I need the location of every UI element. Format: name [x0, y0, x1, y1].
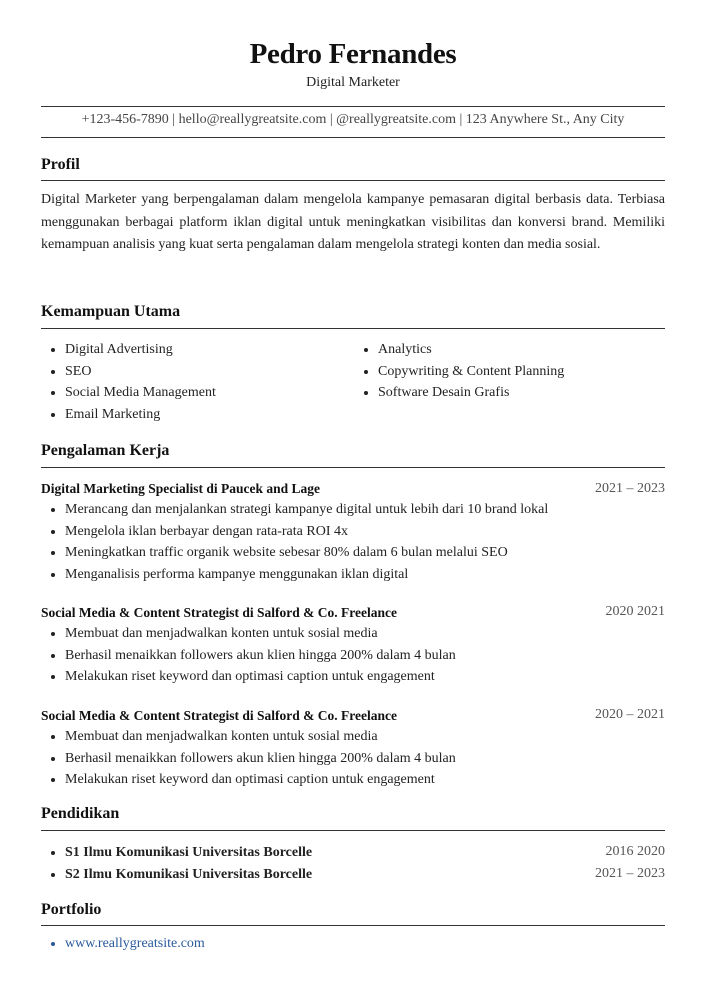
list-item: Copywriting & Content Planning: [354, 361, 564, 383]
skills-list-left: [41, 339, 216, 425]
list-item: SEO: [41, 361, 216, 383]
bullet-icon: [51, 348, 55, 352]
profile-text: Digital Marketer yang berpengalaman dalam mengelola kampanye pemasaran digital berbasis data. Terbiasa menggunakan berbagai platform iklan digital untuk meningkatkan visibilitas dan konversi brand. Memiliki kemampuan analisis yang kuat serta pengalaman dalam mengelola strategi konten dan media sosial.: [41, 192, 665, 252]
list-item: S1 Ilmu Komunikasi Universitas Borcelle: [41, 842, 312, 864]
list-item: Social Media Management: [41, 382, 216, 404]
bullet-icon: [51, 778, 55, 782]
list-item: [41, 933, 205, 955]
job-title: Social Media & Content Strategist di Salford & Co. Freelance: [41, 605, 397, 620]
divider: [41, 328, 665, 329]
divider: [41, 106, 665, 107]
list-item: Software Desain Grafis: [354, 382, 564, 404]
job-title: Digital Marketing Specialist di Paucek and Lage: [41, 481, 321, 496]
list-item: Membuat dan menjadwalkan konten untuk sosial media: [41, 623, 456, 645]
bullet-icon: [51, 757, 55, 761]
section-title-education: Pendidikan: [41, 805, 120, 822]
bullet-icon: [364, 391, 368, 395]
list-item: Menganalisis performa kampanye menggunakan iklan digital: [41, 564, 548, 586]
bullet-icon: [51, 873, 55, 877]
list-item: Analytics: [354, 339, 564, 361]
bullet-icon: [364, 348, 368, 352]
section-title-experience: Pengalaman Kerja: [41, 442, 170, 459]
education-date: 2016 2020: [605, 844, 665, 859]
list-item: Email Marketing: [41, 404, 216, 426]
contact-line: +123-456-7890 | hello@reallygreatsite.com | @reallygreatsite.com | 123 Anywhere St., Any City: [81, 112, 625, 127]
bullet-icon: [51, 391, 55, 395]
bullet-icon: [51, 735, 55, 739]
job-date: 2020 2021: [605, 604, 665, 619]
job-date: 2020 – 2021: [595, 707, 665, 722]
bullet-icon: [51, 942, 55, 946]
divider: [41, 137, 665, 138]
divider: [41, 180, 665, 181]
portfolio-link[interactable]: www.reallygreatsite.com: [65, 936, 205, 951]
list-item: Mengelola iklan berbayar dengan rata-rata ROI 4x: [41, 521, 548, 543]
candidate-name: Pedro Fernandes: [249, 38, 457, 70]
list-item: Melakukan riset keyword dan optimasi caption untuk engagement: [41, 666, 456, 688]
list-item: Melakukan riset keyword dan optimasi caption untuk engagement: [41, 769, 456, 791]
bullet-icon: [51, 530, 55, 534]
education-date: 2021 – 2023: [595, 866, 665, 881]
job-date: 2021 – 2023: [595, 481, 665, 496]
list-item: S2 Ilmu Komunikasi Universitas Borcelle: [41, 864, 312, 886]
divider: [41, 925, 665, 926]
section-title-skills: Kemampuan Utama: [41, 303, 181, 320]
skills-list-right: [354, 339, 564, 404]
candidate-role: Digital Marketer: [306, 75, 400, 90]
job-title: Social Media & Content Strategist di Salford & Co. Freelance: [41, 708, 397, 723]
job-points: [41, 623, 456, 688]
job-points: [41, 726, 456, 791]
bullet-icon: [51, 413, 55, 417]
bullet-icon: [51, 675, 55, 679]
list-item: Membuat dan menjadwalkan konten untuk sosial media: [41, 726, 456, 748]
bullet-icon: [51, 551, 55, 555]
bullet-icon: [51, 573, 55, 577]
list-item: Meningkatkan traffic organik website sebesar 80% dalam 6 bulan melalui SEO: [41, 542, 548, 564]
divider: [41, 830, 665, 831]
divider: [41, 467, 665, 468]
portfolio-list: [41, 933, 205, 955]
bullet-icon: [51, 632, 55, 636]
list-item: Berhasil menaikkan followers akun klien hingga 200% dalam 4 bulan: [41, 645, 456, 667]
section-title-portfolio: Portfolio: [41, 901, 102, 918]
bullet-icon: [51, 508, 55, 512]
job-points: [41, 499, 548, 585]
list-item: Merancang dan menjalankan strategi kampanye digital untuk lebih dari 10 brand lokal: [41, 499, 548, 521]
education-list: [41, 842, 312, 885]
section-title-profile: Profil: [41, 156, 80, 173]
bullet-icon: [51, 654, 55, 658]
list-item: Berhasil menaikkan followers akun klien hingga 200% dalam 4 bulan: [41, 748, 456, 770]
list-item: Digital Advertising: [41, 339, 216, 361]
bullet-icon: [364, 370, 368, 374]
bullet-icon: [51, 851, 55, 855]
bullet-icon: [51, 370, 55, 374]
